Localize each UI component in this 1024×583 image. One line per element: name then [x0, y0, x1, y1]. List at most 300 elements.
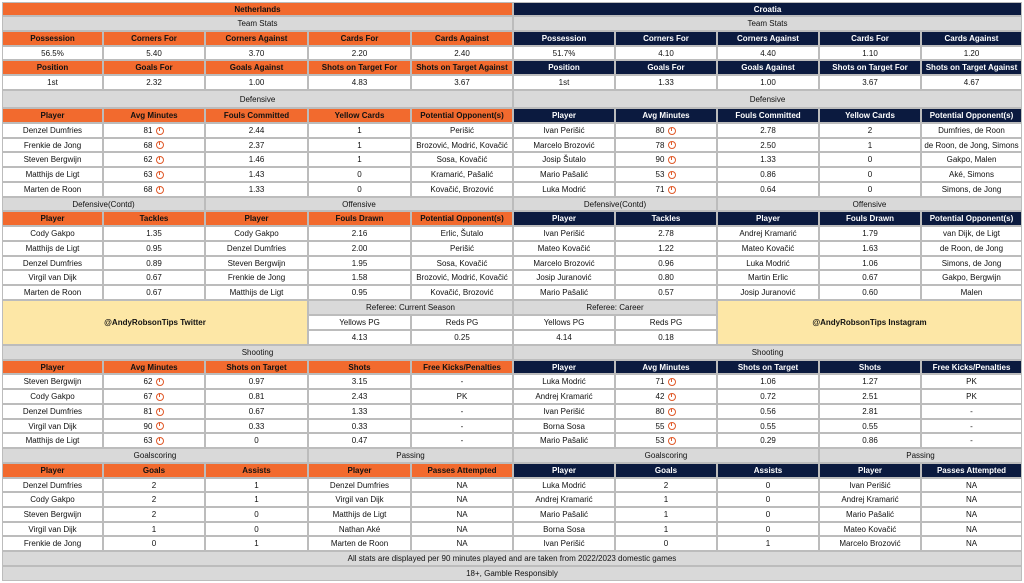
nl-stats-value: 5.40	[103, 46, 205, 60]
nl-stats-value: 3.67	[411, 75, 513, 90]
minutes-value: 81	[143, 126, 153, 135]
hr-offensive-cell: 1.63	[819, 241, 921, 256]
hr-offensive-header: Fouls Drawn	[819, 211, 921, 226]
minutes-value: 53	[655, 170, 665, 179]
hr-passing-cell: NA	[921, 536, 1022, 551]
hr-stats-value: 4.10	[615, 46, 717, 60]
nl-goals-cell: 1	[103, 522, 205, 536]
hr-defensive-cell: Luka Modrić	[513, 182, 615, 197]
hr-shooting-cell: 0.56	[717, 404, 819, 419]
nl-shooting-header: Shots	[308, 360, 411, 374]
nl-defensive-cell: Perišić	[411, 123, 513, 138]
hr-shooting-cell: Borna Sosa	[513, 419, 615, 433]
hr-shooting-cell	[615, 433, 717, 448]
hr-shooting-cell: 0.86	[819, 433, 921, 448]
hr-tackles-cell: Mateo Kovačić	[513, 241, 615, 256]
hr-shooting-cell: 2.81	[819, 404, 921, 419]
hr-shooting-cell: Andrej Kramarić	[513, 389, 615, 404]
hr-defensive-cell: Simons, de Jong	[921, 182, 1022, 197]
nl-shooting-cell: 0.33	[205, 419, 308, 433]
nl-passing-header: Passes Attempted	[411, 463, 513, 478]
nl-tackles-cell: Marten de Roon	[2, 285, 103, 300]
nl-defensive-cell: 2.37	[205, 138, 308, 152]
minutes-value: 55	[655, 421, 665, 431]
nl-offensive-cell: 1.95	[308, 256, 411, 270]
nl-defensive-label: Defensive	[2, 90, 513, 108]
nl-defensive-cell: 2.44	[205, 123, 308, 138]
hr-stats-value: 1.00	[717, 75, 819, 90]
nl-shooting-cell: 1.33	[308, 404, 411, 419]
hr-defensive-cell: Mario Pašalić	[513, 167, 615, 182]
hr-shooting-cell: 0.29	[717, 433, 819, 448]
nl-passing-cell: NA	[411, 522, 513, 536]
hr-shooting-cell: 1.27	[819, 374, 921, 389]
hr-offensive-cell: 1.79	[819, 226, 921, 241]
stopwatch-icon	[156, 437, 164, 445]
stopwatch-icon	[156, 141, 164, 149]
nl-tackles-cell: Virgil van Dijk	[2, 270, 103, 285]
nl-passing-cell: Virgil van Dijk	[308, 492, 411, 507]
nl-defensive-cell	[103, 152, 205, 167]
referee-value: 4.13	[308, 330, 411, 345]
nl-shooting-cell	[103, 374, 205, 389]
nl-shooting-cell	[103, 433, 205, 448]
hr-shooting-cell: PK	[921, 389, 1022, 404]
nl-offensive-cell: 2.00	[308, 241, 411, 256]
nl-shooting-cell: 0.33	[308, 419, 411, 433]
nl-shooting-cell: Matthijs de Ligt	[2, 433, 103, 448]
hr-defensive-cell	[615, 123, 717, 138]
stopwatch-icon	[156, 127, 164, 135]
nl-goals-cell: 2	[103, 478, 205, 492]
hr-passing-label: Passing	[819, 448, 1022, 463]
gamble-notice: 18+, Gamble Responsibly	[2, 566, 1022, 581]
hr-tackles-cell: 0.57	[615, 285, 717, 300]
nl-shooting-cell: 3.15	[308, 374, 411, 389]
minutes-value: 71	[655, 185, 665, 194]
nl-shooting-cell: -	[411, 433, 513, 448]
hr-defensive-cell	[615, 167, 717, 182]
nl-stats-header: Position	[2, 60, 103, 75]
hr-goals-cell: Borna Sosa	[513, 522, 615, 536]
nl-passing-label: Passing	[308, 448, 513, 463]
nl-offensive-cell: Sosa, Kovačić	[411, 256, 513, 270]
nl-tackles-cell: 1.35	[103, 226, 205, 241]
hr-shooting-header: Avg Minutes	[615, 360, 717, 374]
hr-defensive-cell: Ivan Perišić	[513, 123, 615, 138]
nl-goals-cell: Denzel Dumfries	[2, 478, 103, 492]
nl-goals-cell: 1	[205, 492, 308, 507]
hr-shooting-label: Shooting	[513, 345, 1022, 360]
nl-offensive-cell: Perišić	[411, 241, 513, 256]
minutes-value: 81	[143, 407, 153, 416]
nl-goals-cell: 1	[205, 536, 308, 551]
minutes-value: 90	[655, 155, 665, 164]
hr-shooting-cell: 2.51	[819, 389, 921, 404]
nl-goals-cell: 0	[103, 536, 205, 551]
hr-goals-cell: Mario Pašalić	[513, 507, 615, 522]
nl-shooting-header: Free Kicks/Penalties	[411, 360, 513, 374]
hr-goalscoring-label: Goalscoring	[513, 448, 819, 463]
hr-defensive-cell: 0	[819, 167, 921, 182]
nl-stats-header: Corners Against	[205, 31, 308, 46]
hr-goals-cell: 0	[717, 492, 819, 507]
hr-shooting-cell: Ivan Perišić	[513, 404, 615, 419]
nl-defensive-header: Player	[2, 108, 103, 123]
hr-offensive-cell: Andrej Kramarić	[717, 226, 819, 241]
stopwatch-icon	[156, 422, 164, 430]
hr-shooting-cell	[615, 389, 717, 404]
hr-defensive-cell: 0	[819, 152, 921, 167]
hr-offensive-header: Potential Opponent(s)	[921, 211, 1022, 226]
hr-goals-header: Assists	[717, 463, 819, 478]
nl-stats-value: 1st	[2, 75, 103, 90]
nl-shooting-cell: 0.67	[205, 404, 308, 419]
nl-shooting-cell: -	[411, 404, 513, 419]
nl-defensive-cell: Brozović, Modrić, Kovačić	[411, 138, 513, 152]
nl-stats-header: Corners For	[103, 31, 205, 46]
hr-stats-value: 1.10	[819, 46, 921, 60]
hr-shooting-header: Shots	[819, 360, 921, 374]
hr-defensive-header: Yellow Cards	[819, 108, 921, 123]
stopwatch-icon	[668, 141, 676, 149]
nl-goals-cell: Cody Gakpo	[2, 492, 103, 507]
referee-header: Reds PG	[411, 315, 513, 330]
nl-offensive-cell: Denzel Dumfries	[205, 241, 308, 256]
nl-stats-value: 1.00	[205, 75, 308, 90]
stopwatch-icon	[668, 156, 676, 164]
nl-defensive-header: Yellow Cards	[308, 108, 411, 123]
nl-defensive-cell: 1	[308, 138, 411, 152]
hr-defensive-header: Avg Minutes	[615, 108, 717, 123]
footer-note: All stats are displayed per 90 minutes played and are taken from 2022/2023 domestic games	[2, 551, 1022, 566]
nl-offensive-cell: 1.58	[308, 270, 411, 285]
hr-goals-cell: 2	[615, 478, 717, 492]
stopwatch-icon	[668, 186, 676, 194]
nl-offensive-cell: Frenkie de Jong	[205, 270, 308, 285]
hr-goals-header: Goals	[615, 463, 717, 478]
hr-shooting-cell: 0.72	[717, 389, 819, 404]
nl-goalscoring-label: Goalscoring	[2, 448, 308, 463]
nl-stats-header: Goals For	[103, 60, 205, 75]
nl-defensive-cell: Marten de Roon	[2, 182, 103, 197]
hr-defensive-cell: Gakpo, Malen	[921, 152, 1022, 167]
hr-defensive-cell: Josip Šutalo	[513, 152, 615, 167]
hr-tackles-cell: Mario Pašalić	[513, 285, 615, 300]
nl-offensive-cell: Erlic, Šutalo	[411, 226, 513, 241]
hr-shooting-header: Player	[513, 360, 615, 374]
nl-shooting-cell: 0.47	[308, 433, 411, 448]
minutes-value: 78	[655, 140, 665, 150]
nl-defensive-cell	[103, 167, 205, 182]
hr-goals-cell: 1	[615, 507, 717, 522]
referee-header: Yellows PG	[513, 315, 615, 330]
hr-goals-cell: Ivan Perišić	[513, 536, 615, 551]
hr-shooting-cell: -	[921, 404, 1022, 419]
hr-shooting-cell: Mario Pašalić	[513, 433, 615, 448]
hr-stats-value: 3.67	[819, 75, 921, 90]
hr-shooting-cell	[615, 419, 717, 433]
hr-stats-header: Position	[513, 60, 615, 75]
stopwatch-icon	[668, 171, 676, 179]
hr-team-title: Croatia	[513, 2, 1022, 16]
hr-offensive-cell: de Roon, de Jong	[921, 241, 1022, 256]
minutes-value: 80	[655, 407, 665, 416]
hr-tackles-cell: 0.96	[615, 256, 717, 270]
hr-goals-cell: Andrej Kramarić	[513, 492, 615, 507]
nl-defensive-cell: 1	[308, 152, 411, 167]
nl-tackles-cell: 0.67	[103, 285, 205, 300]
stopwatch-icon	[668, 393, 676, 401]
hr-offensive-cell: Martin Erlic	[717, 270, 819, 285]
nl-shooting-cell: 0	[205, 433, 308, 448]
hr-defensive-cell: de Roon, de Jong, Simons	[921, 138, 1022, 152]
hr-passing-cell: NA	[921, 507, 1022, 522]
hr-goals-header: Player	[513, 463, 615, 478]
nl-shooting-label: Shooting	[2, 345, 513, 360]
nl-def-contd-label: Defensive(Contd)	[2, 197, 205, 211]
minutes-value: 68	[143, 185, 153, 194]
hr-passing-cell: Marcelo Brozović	[819, 536, 921, 551]
nl-tackles-cell: 0.95	[103, 241, 205, 256]
minutes-value: 80	[655, 126, 665, 135]
hr-defensive-cell: 0	[819, 182, 921, 197]
nl-goals-cell: Steven Bergwijn	[2, 507, 103, 522]
minutes-value: 53	[655, 436, 665, 445]
hr-shooting-cell: Luka Modrić	[513, 374, 615, 389]
nl-defensive-cell	[103, 138, 205, 152]
stopwatch-icon	[668, 422, 676, 430]
nl-shooting-cell	[103, 389, 205, 404]
referee-value: 4.14	[513, 330, 615, 345]
hr-stats-header: Shots on Target Against	[921, 60, 1022, 75]
nl-defensive-cell	[103, 123, 205, 138]
hr-stats-value: 51.7%	[513, 46, 615, 60]
nl-tackles-cell: Matthijs de Ligt	[2, 241, 103, 256]
hr-defensive-label: Defensive	[513, 90, 1022, 108]
nl-defensive-header: Fouls Committed	[205, 108, 308, 123]
nl-defensive-cell: Kramarić, Pašalić	[411, 167, 513, 182]
hr-tackles-cell: 1.22	[615, 241, 717, 256]
nl-team-title: Netherlands	[2, 2, 513, 16]
stopwatch-icon	[668, 408, 676, 416]
hr-defensive-cell: 1	[819, 138, 921, 152]
hr-defensive-cell: 2.78	[717, 123, 819, 138]
nl-shooting-header: Avg Minutes	[103, 360, 205, 374]
hr-shooting-cell: PK	[921, 374, 1022, 389]
hr-offensive-cell: Gakpo, Bergwijn	[921, 270, 1022, 285]
hr-goals-cell: 0	[717, 478, 819, 492]
hr-goals-cell: 1	[717, 536, 819, 551]
nl-passing-cell: Nathan Aké	[308, 522, 411, 536]
nl-passing-cell: NA	[411, 507, 513, 522]
stopwatch-icon	[156, 186, 164, 194]
nl-passing-cell: Marten de Roon	[308, 536, 411, 551]
stopwatch-icon	[156, 156, 164, 164]
hr-stats-header: Shots on Target For	[819, 60, 921, 75]
minutes-value: 71	[655, 377, 665, 386]
nl-shooting-cell: 2.43	[308, 389, 411, 404]
nl-offensive-header: Player	[205, 211, 308, 226]
hr-defensive-cell	[615, 182, 717, 197]
nl-shooting-cell: Steven Bergwijn	[2, 374, 103, 389]
nl-passing-cell: Denzel Dumfries	[308, 478, 411, 492]
nl-offensive-cell: Steven Bergwijn	[205, 256, 308, 270]
hr-stats-value: 1.20	[921, 46, 1022, 60]
nl-stats-value: 3.70	[205, 46, 308, 60]
nl-offensive-label: Offensive	[205, 197, 513, 211]
nl-defensive-cell: Denzel Dumfries	[2, 123, 103, 138]
hr-defensive-cell: 2.50	[717, 138, 819, 152]
hr-shooting-cell: 0.55	[717, 419, 819, 433]
nl-stats-value: 2.32	[103, 75, 205, 90]
hr-defensive-cell: Aké, Simons	[921, 167, 1022, 182]
nl-stats-header: Goals Against	[205, 60, 308, 75]
nl-passing-cell: NA	[411, 478, 513, 492]
hr-stats-header: Corners For	[615, 31, 717, 46]
hr-stats-header: Corners Against	[717, 31, 819, 46]
nl-stats-header: Shots on Target For	[308, 60, 411, 75]
minutes-value: 90	[143, 421, 153, 431]
nl-tackles-header: Tackles	[103, 211, 205, 226]
hr-defensive-cell: 0.86	[717, 167, 819, 182]
nl-defensive-cell: 1.46	[205, 152, 308, 167]
hr-passing-header: Player	[819, 463, 921, 478]
nl-shooting-cell: 0.81	[205, 389, 308, 404]
stopwatch-icon	[156, 378, 164, 386]
hr-stats-header: Goals Against	[717, 60, 819, 75]
nl-goals-header: Assists	[205, 463, 308, 478]
hr-stats-header: Possession	[513, 31, 615, 46]
nl-offensive-header: Potential Opponent(s)	[411, 211, 513, 226]
nl-goals-header: Player	[2, 463, 103, 478]
nl-passing-cell: Matthijs de Ligt	[308, 507, 411, 522]
nl-goals-cell: 2	[103, 492, 205, 507]
nl-stats-header: Cards For	[308, 31, 411, 46]
nl-stats-value: 4.83	[308, 75, 411, 90]
hr-tackles-cell: 0.80	[615, 270, 717, 285]
hr-stats-header: Goals For	[615, 60, 717, 75]
nl-defensive-header: Avg Minutes	[103, 108, 205, 123]
hr-passing-cell: Andrej Kramarić	[819, 492, 921, 507]
nl-defensive-cell: 1.43	[205, 167, 308, 182]
hr-offensive-cell: Simons, de Jong	[921, 256, 1022, 270]
nl-goals-cell: Virgil van Dijk	[2, 522, 103, 536]
nl-stats-header: Shots on Target Against	[411, 60, 513, 75]
instagram-handle[interactable]: @AndyRobsonTips Instagram	[717, 300, 1022, 345]
hr-shooting-cell	[615, 374, 717, 389]
hr-defensive-cell	[615, 138, 717, 152]
minutes-value: 42	[655, 392, 665, 401]
nl-defensive-cell: Kovačić, Brozović	[411, 182, 513, 197]
nl-stats-header: Cards Against	[411, 31, 513, 46]
nl-tackles-cell: Denzel Dumfries	[2, 256, 103, 270]
hr-offensive-cell: 0.60	[819, 285, 921, 300]
hr-passing-cell: Ivan Perišić	[819, 478, 921, 492]
nl-goals-cell: 0	[205, 522, 308, 536]
hr-offensive-cell: Josip Juranović	[717, 285, 819, 300]
nl-stats-value: 2.40	[411, 46, 513, 60]
minutes-value: 67	[143, 392, 153, 401]
hr-offensive-cell: Luka Modrić	[717, 256, 819, 270]
nl-tackles-header: Player	[2, 211, 103, 226]
nl-shooting-header: Player	[2, 360, 103, 374]
minutes-value: 62	[143, 155, 153, 164]
nl-shooting-cell: 0.97	[205, 374, 308, 389]
hr-offensive-cell: van Dijk, de Ligt	[921, 226, 1022, 241]
hr-goals-cell: 0	[717, 507, 819, 522]
hr-passing-header: Passes Attempted	[921, 463, 1022, 478]
nl-passing-cell: NA	[411, 536, 513, 551]
nl-offensive-cell: Kovačić, Brozović	[411, 285, 513, 300]
hr-goals-cell: Luka Modrić	[513, 478, 615, 492]
hr-shooting-cell: -	[921, 419, 1022, 433]
twitter-handle[interactable]: @AndyRobsonTips Twitter	[2, 300, 308, 345]
nl-shooting-header: Shots on Target	[205, 360, 308, 374]
nl-shooting-cell: Cody Gakpo	[2, 389, 103, 404]
nl-defensive-cell: Sosa, Kovačić	[411, 152, 513, 167]
hr-passing-cell: Mario Pašalić	[819, 507, 921, 522]
nl-defensive-header: Potential Opponent(s)	[411, 108, 513, 123]
nl-offensive-header: Fouls Drawn	[308, 211, 411, 226]
stopwatch-icon	[156, 171, 164, 179]
nl-shooting-cell	[103, 419, 205, 433]
hr-tackles-cell: 2.78	[615, 226, 717, 241]
nl-tackles-cell: 0.89	[103, 256, 205, 270]
nl-defensive-cell: Steven Bergwijn	[2, 152, 103, 167]
hr-passing-cell: Mateo Kovačić	[819, 522, 921, 536]
hr-tackles-header: Player	[513, 211, 615, 226]
hr-tackles-cell: Josip Juranović	[513, 270, 615, 285]
referee-value: 0.18	[615, 330, 717, 345]
nl-stats-header: Possession	[2, 31, 103, 46]
hr-shooting-header: Free Kicks/Penalties	[921, 360, 1022, 374]
hr-shooting-cell: 0.55	[819, 419, 921, 433]
hr-goals-cell: 0	[717, 522, 819, 536]
nl-defensive-cell: Frenkie de Jong	[2, 138, 103, 152]
hr-shooting-cell: -	[921, 433, 1022, 448]
nl-goals-cell: Frenkie de Jong	[2, 536, 103, 551]
hr-shooting-cell: 1.06	[717, 374, 819, 389]
hr-offensive-label: Offensive	[717, 197, 1022, 211]
nl-shooting-cell: -	[411, 419, 513, 433]
nl-goals-cell: 0	[205, 507, 308, 522]
hr-stats-header: Cards Against	[921, 31, 1022, 46]
hr-defensive-cell	[615, 152, 717, 167]
stopwatch-icon	[156, 408, 164, 416]
minutes-value: 68	[143, 140, 153, 150]
nl-stats-value: 56.5%	[2, 46, 103, 60]
hr-offensive-header: Player	[717, 211, 819, 226]
hr-offensive-cell: 0.67	[819, 270, 921, 285]
hr-defensive-header: Potential Opponent(s)	[921, 108, 1022, 123]
referee-header: Reds PG	[615, 315, 717, 330]
nl-shooting-cell: Denzel Dumfries	[2, 404, 103, 419]
nl-defensive-cell: 1.33	[205, 182, 308, 197]
hr-tackles-cell: Marcelo Brozović	[513, 256, 615, 270]
nl-shooting-cell: -	[411, 374, 513, 389]
nl-defensive-cell: 0	[308, 167, 411, 182]
hr-defensive-cell: 1.33	[717, 152, 819, 167]
referee-career-label: Referee: Career	[513, 300, 717, 315]
hr-defensive-header: Fouls Committed	[717, 108, 819, 123]
nl-offensive-cell: 2.16	[308, 226, 411, 241]
stopwatch-icon	[668, 378, 676, 386]
nl-defensive-cell: Matthijs de Ligt	[2, 167, 103, 182]
hr-stats-value: 4.40	[717, 46, 819, 60]
minutes-value: 62	[143, 377, 153, 386]
nl-shooting-cell: PK	[411, 389, 513, 404]
